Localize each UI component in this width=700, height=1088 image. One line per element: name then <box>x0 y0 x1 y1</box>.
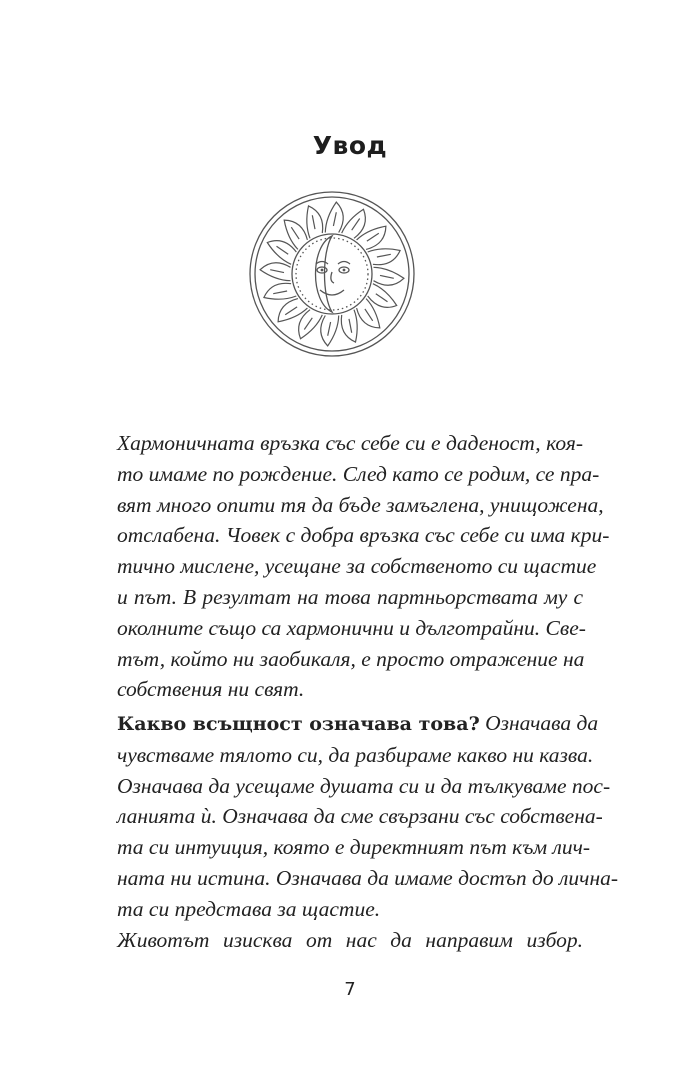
sun-ray <box>260 263 290 281</box>
sun-ray-inner <box>333 212 336 226</box>
sun-ray-inner <box>328 322 331 336</box>
sun-ray <box>307 206 323 238</box>
lead-continuation: Означава да <box>479 711 599 735</box>
text-line: и път. В резултат на това партньорствата му с <box>117 584 583 609</box>
sun-ray-inner <box>277 246 289 254</box>
sun-ray-inner <box>270 270 284 273</box>
sun-ray-inner <box>380 275 394 278</box>
sun-ray-inner <box>285 307 297 315</box>
text-line: Означава да усещаме душата си и да тълкуваме пос- <box>117 773 611 798</box>
sun-ray <box>299 310 323 339</box>
sun-ray-inner <box>367 233 379 241</box>
text-line: околните също са хармонични и дълготрайни. Све- <box>117 615 586 640</box>
sun-ray <box>368 284 397 308</box>
mouth <box>320 290 344 295</box>
sun-ray-inner <box>304 318 312 330</box>
sun-moon-emblem-icon <box>248 190 416 358</box>
text-line-lead <box>117 708 599 740</box>
page-number: 7 <box>344 979 356 1000</box>
sun-ray-inner <box>365 309 373 321</box>
text-line: отслабена. Човек с добра връзка със себе си има кри- <box>117 523 610 548</box>
paragraph-3 <box>117 925 583 956</box>
text-line: то имаме по рождение. След като се родим, се пра- <box>117 461 600 486</box>
text-line: ната ни истина. Означава да имаме достъп до лична- <box>117 865 619 890</box>
text-line: ланията ѝ. Означава да сме свързани със собствена- <box>117 804 603 829</box>
sun-ray <box>267 241 296 265</box>
sun-ray <box>264 283 296 299</box>
right-brow <box>338 262 350 265</box>
sun-ray-inner <box>352 219 360 231</box>
text-line: Животът изисква от нас да направим избор. <box>117 928 583 952</box>
sun-ray <box>368 249 400 265</box>
text-line: тът, който ни заобикаля, е просто отражение на <box>117 646 585 671</box>
left-brow <box>316 262 328 265</box>
sun-ray-inner <box>273 291 287 294</box>
sun-ray <box>374 267 404 285</box>
text-line: та си представа за щастие. <box>117 896 381 921</box>
chapter-title: Увод <box>312 131 388 160</box>
text-line: Хармоничната връзка със себе си е даденост, коя- <box>117 431 583 455</box>
text-line: тично мислене, усещане за собственото си щастие <box>117 554 597 579</box>
paragraph-1 <box>117 428 610 705</box>
paragraph-2 <box>117 708 619 925</box>
sun-ray <box>342 209 366 238</box>
sun-ray-inner <box>312 215 315 229</box>
sun-ray-inner <box>377 254 391 257</box>
sun-ray-inner <box>376 294 388 302</box>
text-line: собствения ни свят. <box>117 677 305 702</box>
lead-question: Какво всъщност означава това? <box>117 713 480 735</box>
nose <box>331 272 334 283</box>
text-line: вят много опити тя да бъде замъглена, унищожена, <box>117 492 604 517</box>
sun-ray <box>321 316 339 346</box>
text-line: чувстваме тялото си, да разбираме какво ни казва. <box>117 742 594 767</box>
sun-ray-inner <box>291 227 299 239</box>
sun-ray <box>325 202 343 232</box>
sun-ray-inner <box>349 319 352 333</box>
moon-crescent <box>316 236 333 312</box>
text-line: та си интуиция, която е директният път към лич- <box>117 835 590 860</box>
sun-ray <box>341 310 357 342</box>
